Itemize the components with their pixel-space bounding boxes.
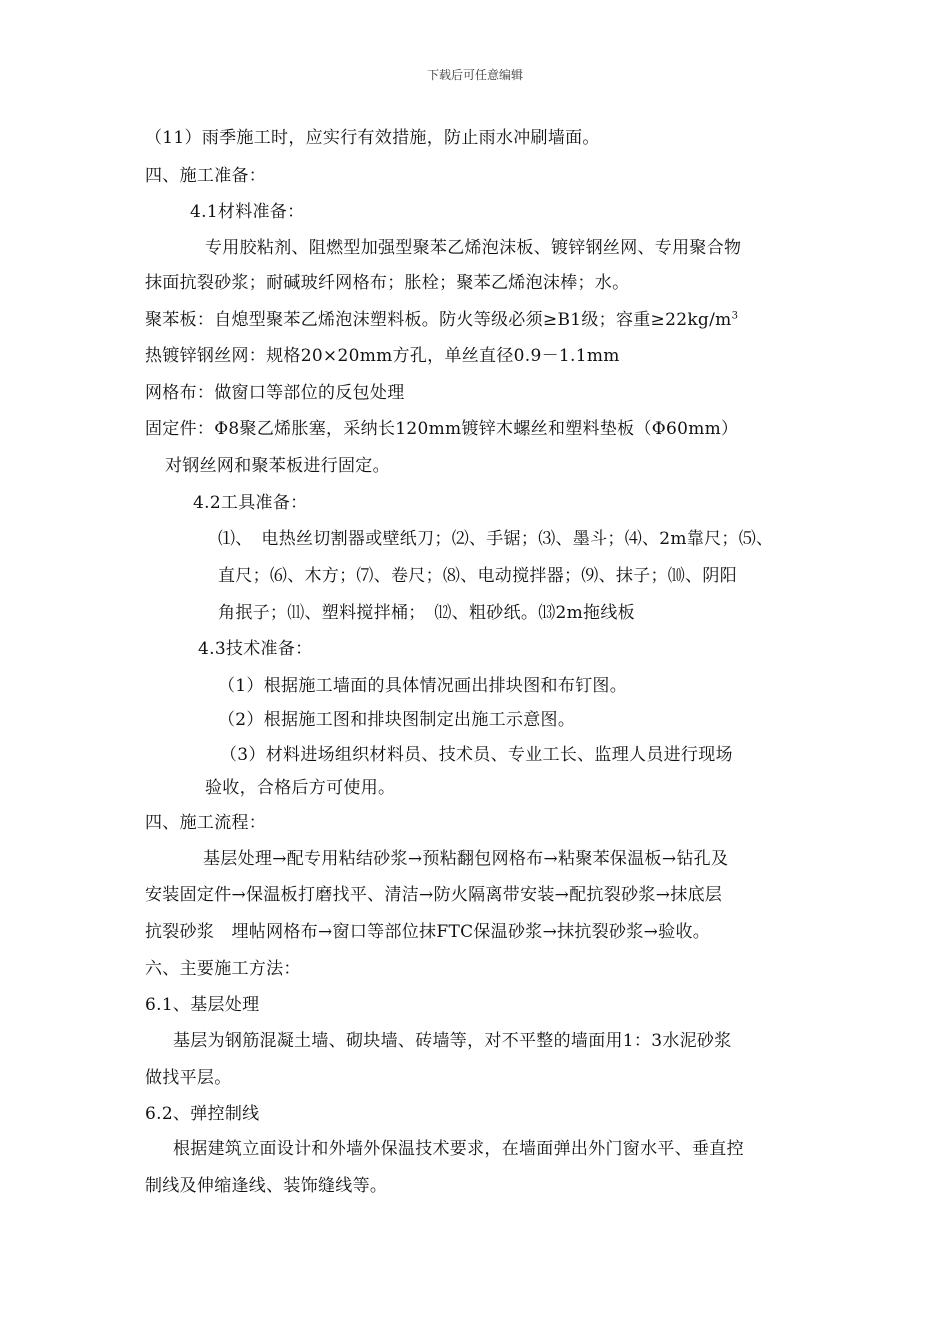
subsection-heading: 6.2、弹控制线 <box>145 1104 260 1124</box>
text-line: 角抿子；⑾、塑料搅拌桶； ⑿、粗砂纸。⒀2m拖线板 <box>218 603 635 623</box>
text-line: 聚苯板：自熄型聚苯乙烯泡沫塑料板。防火等级必须≥B1级；容重$\ge 22kg/m^3$ <box>145 310 739 330</box>
text-line: （1）根据施工墙面的具体情况画出排块图和布钉图。 <box>218 676 628 696</box>
text-line: 安装固定件→保温板打磨找平、清洁→防火隔离带安装→配抗裂砂浆→抹底层 <box>145 885 723 905</box>
text-line: 根据建筑立面设计和外墙外保温技术要求，在墙面弹出外门窗水平、垂直控 <box>173 1139 744 1159</box>
text-line: （2）根据施工图和排块图制定出施工示意图。 <box>218 710 576 730</box>
text-line: 做找平层。 <box>145 1068 232 1088</box>
text-line: 对钢丝网和聚苯板进行固定。 <box>165 456 390 476</box>
section-heading: 六、主要施工方法： <box>145 959 301 979</box>
page-header: 下载后可任意编辑 <box>426 68 523 82</box>
text-line: 制线及伸缩逢线、装饰缝线等。 <box>145 1176 388 1196</box>
text-line: 专用胶粘剂、阻燃型加强型聚苯乙烯泡沫板、镀锌钢丝网、专用聚合物 <box>205 238 742 258</box>
subsection-heading: 4.3技术准备： <box>198 639 313 659</box>
text-line: ⑴、 电热丝切割器或壁纸刀；⑵、手锯；⑶、墨斗；⑷、2m靠尺；⑸、 <box>218 529 774 549</box>
text-line: 抹面抗裂砂浆；耐碱玻纤网格布；胀栓；聚苯乙烯泡沫棒；水。 <box>145 273 630 293</box>
text-line: 直尺；⑹、木方；⑺、卷尺；⑻、电动搅拌器；⑼、抹子；⑽、阴阳 <box>218 566 737 586</box>
subsection-heading: 4.1材料准备： <box>190 202 305 222</box>
text-line: 基层处理→配专用粘结砂浆→预粘翻包网格布→粘聚苯保温板→钻孔及 <box>203 849 729 869</box>
text-line: 验收，合格后方可使用。 <box>205 778 396 798</box>
text-line: 抗裂砂浆 埋帖网格布→窗口等部位抹FTC保温砂浆→抹抗裂砂浆→验收。 <box>145 922 711 942</box>
subsection-heading: 4.2工具准备： <box>193 493 308 513</box>
text-line: 基层为钢筋混凝土墙、砌块墙、砖墙等，对不平整的墙面用1：3水泥砂浆 <box>173 1031 732 1051</box>
section-heading: 四、施工流程： <box>145 813 267 833</box>
text-line: （3）材料进场组织材料员、技术员、专业工长、监理人员进行现场 <box>220 745 733 765</box>
text-line: （11）雨季施工时，应实行有效措施，防止雨水冲刷墙面。 <box>145 128 600 148</box>
text-line: 热镀锌钢丝网：规格20×20mm方孔，单丝直径0.9－1.1mm <box>145 346 620 366</box>
section-heading: 四、施工准备： <box>145 166 267 186</box>
text-line: 固定件：Φ8聚乙烯胀塞，采纳长120mm镀锌木螺丝和塑料垫板（Φ60mm） <box>145 419 739 439</box>
text-line: 网格布：做窗口等部位的反包处理 <box>145 383 405 403</box>
subsection-heading: 6.1、基层处理 <box>145 995 260 1015</box>
superscript: 3 <box>731 310 739 322</box>
